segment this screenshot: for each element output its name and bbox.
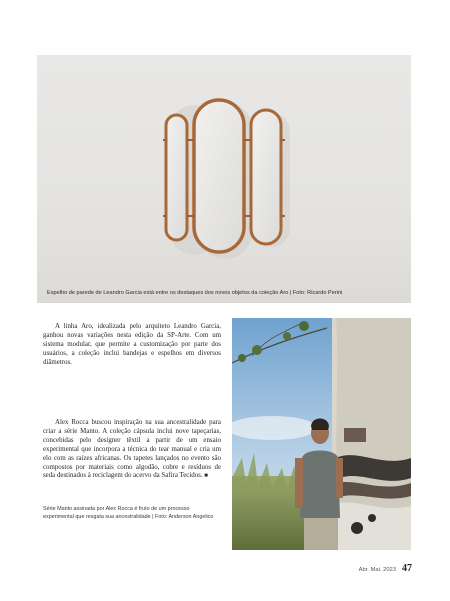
page-footer: [359, 563, 412, 574]
article-paragraph-1: A linha Aro, idealizada pelo arquiteto Leandro Garcia, ganhou novas variações nesta edição da SP-Arte. Com um sistema modular, que permite a customização por parte dos usuários, a coleção inclui bandejas e espelhos em diversos diâmetros.: [43, 323, 221, 366]
mirror-photo: [37, 55, 411, 303]
mirror-center: [194, 100, 244, 252]
article-paragraph-2-text: Alex Rocca buscou inspiração na sua ancestralidade para criar a série Manto. A coleção cápsula inclui nove tapeçarias, concebidas pelo designer têxtil a partir de um ensaio experimental que incorpora a técnica do tear manual e cria um elo com as raízes africanas. Os tapetes lançados no evento são compostos por materiais como algodão, cobre e resíduos de seda destinados à reciclagem do acervo da Safira Tecidos.: [43, 419, 221, 480]
article-paragraph-2: [43, 419, 221, 481]
end-mark-icon: ■: [204, 473, 208, 480]
page-number: 47: [402, 563, 412, 574]
tapestry-scene-illustration: [232, 318, 411, 550]
tapestry-photo: [232, 318, 411, 550]
mirror-left: [166, 115, 187, 240]
issue-date: Abr. Mai. 2023: [358, 567, 396, 573]
mirror-right: [251, 110, 281, 244]
bottom-photo-caption: Série Manto assinada por Alex Rocca é fruto de um processo experimental que resgata sua ancestralidade | Foto: Anderson Angelico: [43, 506, 214, 520]
top-photo-caption: Espelho de parede de Leandro Garcia está entre os destaques dos novos objetos da coleção Aro | Foto: Ricardo Perini: [47, 290, 343, 296]
aro-mirrors-illustration: [37, 55, 411, 303]
